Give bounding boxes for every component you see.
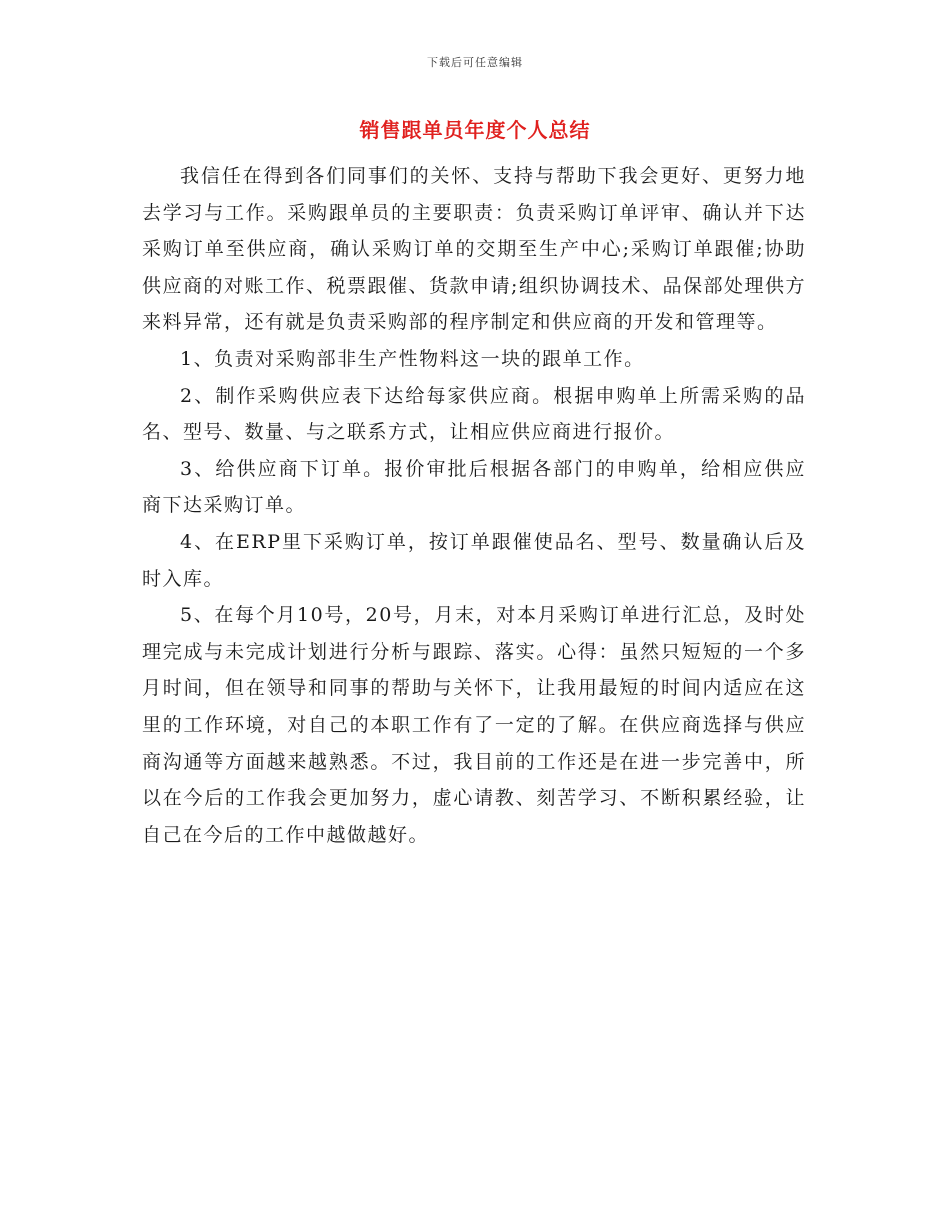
paragraph-item-1: 1、负责对采购部非生产性物料这一块的跟单工作。: [180, 347, 645, 370]
paragraph-item-4: 4、在ERP里下采购订单，按订单跟催使品名、型号、数量确认后及时入库。: [142, 530, 806, 590]
paragraph-intro: 我信任在得到各们同事们的关怀、支持与帮助下我会更好、更努力地去学习与工作。采购跟单员的主要职责：负责采购订单评审、确认并下达采购订单至供应商，确认采购订单的交期至生产中心;采购订单跟催;协助供应商的对账工作、税票跟催、货款申请;组织协调技术、品保部处理供方来料异常，还有就是负责采购部的程序制定和供应商的开发和管理等。: [142, 165, 806, 334]
header-note: 下载后可任意编辑: [427, 56, 523, 69]
paragraph-item-3: 3、给供应商下订单。报价审批后根据各部门的申购单，给相应供应商下达采购订单。: [142, 457, 806, 517]
document-body: [142, 158, 806, 853]
document-title: 销售跟单员年度个人总结: [359, 118, 591, 142]
paragraph-item-2: 2、制作采购供应表下达给每家供应商。根据申购单上所需采购的品名、型号、数量、与之联系方式，让相应供应商进行报价。: [142, 384, 806, 444]
paragraph-item-5: 5、在每个月10号，20号，月末，对本月采购订单进行汇总，及时处理完成与未完成计划进行分析与跟踪、落实。心得：虽然只短短的一个多月时间，但在领导和同事的帮助与关怀下，让我用最短的时间内适应在这里的工作环境，对自己的本职工作有了一定的了解。在供应商选择与供应商沟通等方面越来越熟悉。不过，我目前的工作还是在进一步完善中，所以在今后的工作我会更加努力，虚心请教、刻苦学习、不断积累经验，让自己在今后的工作中越做越好。: [142, 604, 806, 846]
